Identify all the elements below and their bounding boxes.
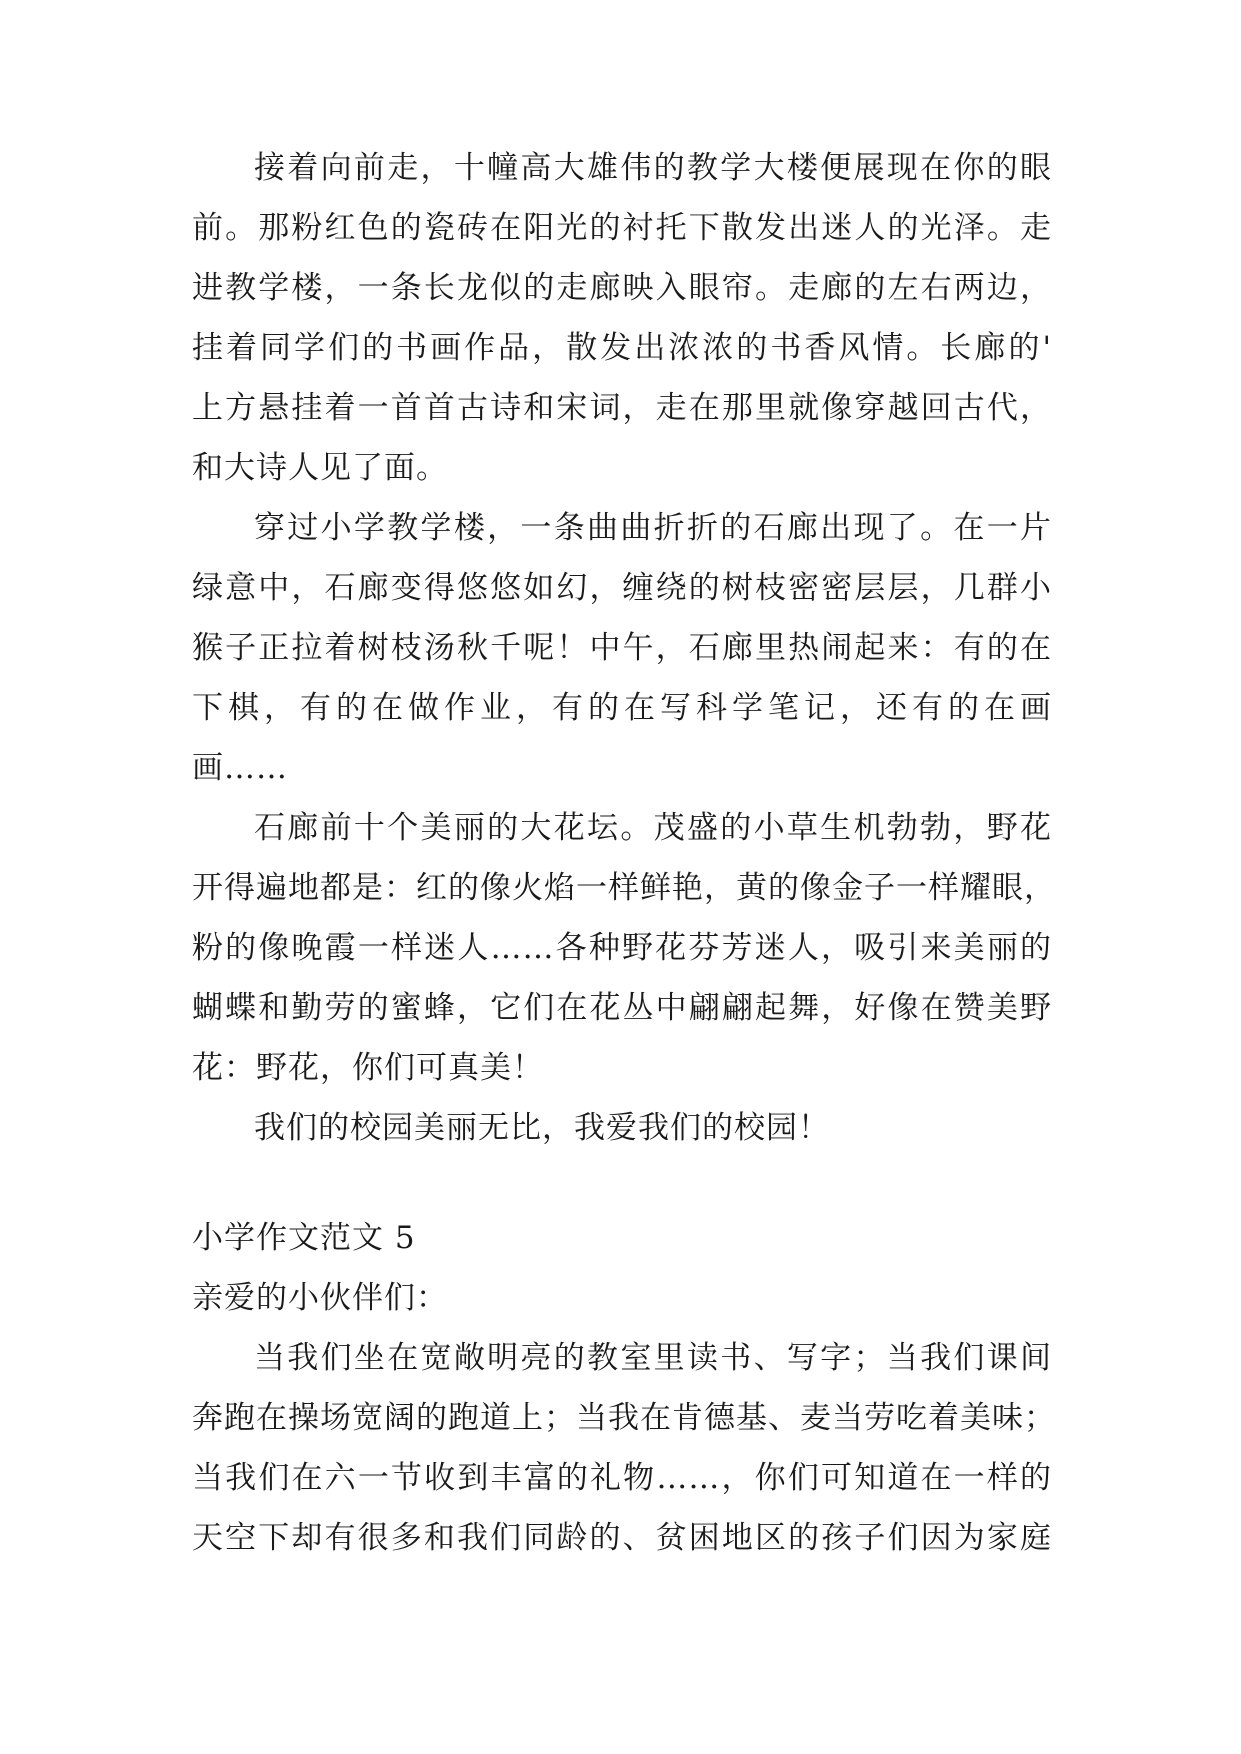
text-line: 石廊前十个美丽的大花坛。茂盛的小草生机勃勃，野花 <box>254 810 1052 846</box>
text-line: 花：野花，你们可真美！ <box>192 1050 544 1086</box>
text-line: 绿意中，石廊变得悠悠如幻，缠绕的树枝密密层层，几群小 <box>192 570 1052 606</box>
text-line: 开得遍地都是：红的像火焰一样鲜艳，黄的像金子一样耀眼， <box>192 870 1056 906</box>
text-line: 和大诗人见了面。 <box>192 450 448 486</box>
text-line: 接着向前走，十幢高大雄伟的教学大楼便展现在你的眼 <box>254 150 1052 186</box>
text-line: 猴子正拉着树枝汤秋千呢！中午，石廊里热闹起来：有的在 <box>192 630 1052 666</box>
text-line: 上方悬挂着一首首古诗和宋词，走在那里就像穿越回古代， <box>192 390 1052 426</box>
text-line: 我们的校园美丽无比，我爱我们的校园！ <box>254 1110 830 1146</box>
text-line: 穿过小学教学楼，一条曲曲折折的石廊出现了。在一片 <box>254 510 1052 546</box>
text-line: 天空下却有很多和我们同龄的、贫困地区的孩子们因为家庭 <box>192 1520 1052 1556</box>
text-line: 前。那粉红色的瓷砖在阳光的衬托下散发出迷人的光泽。走 <box>192 210 1052 246</box>
text-line: 蝴蝶和勤劳的蜜蜂，它们在花丛中翩翩起舞，好像在赞美野 <box>192 990 1052 1026</box>
text-line: 粉的像晚霞一样迷人……各种野花芬芳迷人，吸引来美丽的 <box>192 930 1052 966</box>
salutation: 亲爱的小伙伴们： <box>192 1280 448 1316</box>
text-line: 奔跑在操场宽阔的跑道上；当我在肯德基、麦当劳吃着美味； <box>192 1400 1056 1436</box>
text-line: 当我们坐在宽敞明亮的教室里读书、写字；当我们课间 <box>254 1340 1052 1376</box>
text-line: 当我们在六一节收到丰富的礼物……，你们可知道在一样的 <box>192 1460 1052 1496</box>
essay-title: 小学作文范文 5 <box>192 1220 416 1256</box>
text-line: 下棋，有的在做作业，有的在写科学笔记，还有的在画 <box>192 690 1052 726</box>
text-line: 画…… <box>192 750 288 786</box>
text-line: 挂着同学们的书画作品，散发出浓浓的书香风情。长廊的' <box>192 330 1052 366</box>
text-line: 进教学楼，一条长龙似的走廊映入眼帘。走廊的左右两边， <box>192 270 1052 306</box>
